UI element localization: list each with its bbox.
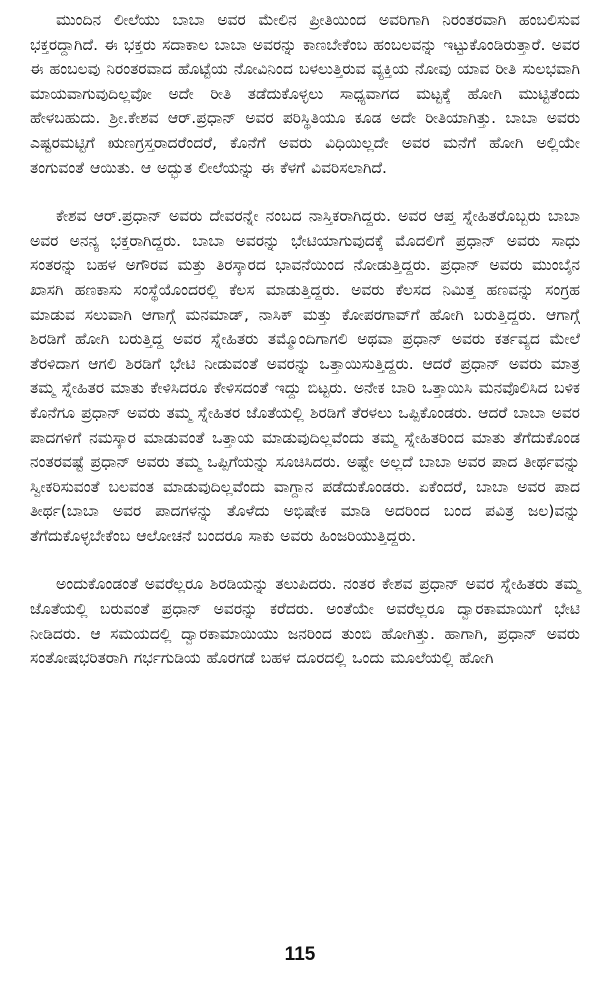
paragraph-1: ಮುಂದಿನ ಲೀಲೆಯು ಬಾಬಾ ಅವರ ಮೇಲಿನ ಪ್ರೀತಿಯಿಂದ ಅವರಿಗಾಗಿ ನಿರಂತರವಾಗಿ ಹಂಬಲಿಸುವ ಭಕ್ತರದ್ದಾಗಿದೆ. ಈ ಭಕ್ತರು ಸದಾಕಾಲ ಬಾಬಾ ಅವರನ್ನು ಕಾಣಬೇಕೆಂಬ ಹಂಬಲವನ್ನು ಇಟ್ಟುಕೊಂಡಿರುತ್ತಾರೆ. ಅವರ ಈ ಹಂಬಲವು ನಿರಂತರವಾದ ಹೊಟ್ಟೆಯ ನೋವಿನಿಂದ ಬಳಲುತ್ತಿರುವ ವ್ಯಕ್ತಿಯ ನೋವು ಯಾವ ರೀತಿ ಸುಲಭವಾಗಿ ಮಾಯವಾಗುವುದಿಲ್ಲವೋ ಅದೇ ರೀತಿ ತಡೆದುಕೊಳ್ಳಲು ಸಾಧ್ಯವಾಗದ ಮಟ್ಟಕ್ಕೆ ಹೋಗಿ ಮುಟ್ಟಿತೆಂದು ಹೇಳಬಹುದು. ಶ್ರೀ.ಕೇಶವ ಆರ್.ಪ್ರಧಾನ್ ಅವರ ಪರಿಸ್ಥಿತಿಯೂ ಕೂಡ ಅದೇ ರೀತಿಯಾಗಿತ್ತು. ಬಾಬಾ ಅವರು ಎಷ್ಟರಮಟ್ಟಿಗೆ ಋಣಗ್ರಸ್ತರಾದರೆಂದರೆ, ಕೊನೆಗೆ ಅವರು ವಿಧಿಯಿಲ್ಲದೇ ಅವರ ಮನೆಗೆ ಹೋಗಿ ಅಲ್ಲಿಯೇ ತಂಗುವಂತೆ ಆಯಿತು. ಆ ಅದ್ಭುತ ಲೀಲೆಯನ್ನು ಈ ಕೆಳಗೆ ವಿವರಿಸಲಾಗಿದೆ. (30, 11, 580, 177)
page-number: 115 (284, 944, 316, 965)
paragraph-3: ಅಂದುಕೊಂಡಂತೆ ಅವರೆಲ್ಲರೂ ಶಿರಡಿಯನ್ನು ತಲುಪಿದರು. ನಂತರ ಕೇಶವ ಪ್ರಧಾನ್ ಅವರ ಸ್ನೇಹಿತರು ತಮ್ಮ ಜೊತೆಯಲ್ಲಿ ಬರುವಂತೆ ಪ್ರಧಾನ್ ಅವರನ್ನು ಕರೆದರು. ಅಂತೆಯೇ ಅವರೆಲ್ಲರೂ ದ್ವಾರಕಾಮಾಯಿಗೆ ಭೇಟಿ ನೀಡಿದರು. ಆ ಸಮಯದಲ್ಲಿ ದ್ವಾರಕಾಮಾಯಿಯು ಜನರಿಂದ ತುಂಬಿ ಹೋಗಿತ್ತು. ಹಾಗಾಗಿ, ಪ್ರಧಾನ್ ಅವರು ಸಂತೋಷಭರಿತರಾಗಿ ಗರ್ಭಗುಡಿಯ ಹೊರಗಡೆ ಬಹಳ ದೂರದಲ್ಲಿ ಒಂದು ಮೂಲೆಯಲ್ಲಿ ಹೋಗಿ (30, 575, 580, 668)
paragraph-2: ಕೇಶವ ಆರ್.ಪ್ರಧಾನ್ ಅವರು ದೇವರನ್ನೇ ನಂಬದ ನಾಸ್ತಿಕರಾಗಿದ್ದರು. ಅವರ ಆಪ್ತ ಸ್ನೇಹಿತರೊಬ್ಬರು ಬಾಬಾ ಅವರ ಅನನ್ಯ ಭಕ್ತರಾಗಿದ್ದರು. ಬಾಬಾ ಅವರನ್ನು ಭೇಟಿಯಾಗುವುದಕ್ಕೆ ಮೊದಲಿಗೆ ಪ್ರಧಾನ್ ಅವರು ಸಾಧು ಸಂತರನ್ನು ಬಹಳ ಅಗೌರವ ಮತ್ತು ತಿರಸ್ಕಾರದ ಭಾವನೆಯಿಂದ ನೋಡುತ್ತಿದ್ದರು. ಪ್ರಧಾನ್ ಅವರು ಮುಂಬೈನ ಖಾಸಗಿ ಹಣಕಾಸು ಸಂಸ್ಥೆಯೊಂದರಲ್ಲಿ ಕೆಲಸ ಮಾಡುತ್ತಿದ್ದರು. ಅವರು ಕೆಲಸದ ನಿಮಿತ್ತ ಹಣವನ್ನು ಸಂಗ್ರಹ ಮಾಡುವ ಸಲುವಾಗಿ ಆಗಾಗ್ಗೆ ಮನಮಾಡ್, ನಾಸಿಕ್ ಮತ್ತು ಕೋಪರಗಾವ್‌ಗೆ ಹೋಗಿ ಬರುತ್ತಿದ್ದರು. ಆಗಾಗ್ಗೆ ಶಿರಡಿಗೆ ಹೋಗಿ ಬರುತ್ತಿದ್ದ ಅವರ ಸ್ನೇಹಿತರು ತಮ್ಮೊಂದಿಗಾಗಲಿ ಅಥವಾ ಪ್ರಧಾನ್ ಅವರು ಕರ್ತವ್ಯದ ಮೇಲೆ ತೆರಳಿದಾಗ ಆಗಲಿ ಶಿರಡಿಗೆ ಭೇಟಿ ನೀಡುವಂತೆ ಅವರನ್ನು ಒತ್ತಾಯಿಸುತ್ತಿದ್ದರು. ಆದರೆ ಪ್ರಧಾನ್ ಅವರು ಮಾತ್ರ ತಮ್ಮ ಸ್ನೇಹಿತರ ಮಾತು ಕೇಳಿಸಿದರೂ ಕೇಳಿಸದಂತೆ ಇದ್ದು ಬಿಟ್ಟರು. ಅನೇಕ ಬಾರಿ ಒತ್ತಾಯಿಸಿ ಮನವೊಲಿಸಿದ ಬಳಿಕ ಕೊನೆಗೂ ಪ್ರಧಾನ್ ಅವರು ತಮ್ಮ ಸ್ನೇಹಿತರ ಜೊತೆಯಲ್ಲಿ ಶಿರಡಿಗೆ ತೆರಳಲು ಒಪ್ಪಿಕೊಂಡರು. ಆದರೆ ಬಾಬಾ ಅವರ ಪಾದಗಳಿಗೆ ನಮಸ್ಕಾರ ಮಾಡುವಂತೆ ಒತ್ತಾಯ ಮಾಡುವುದಿಲ್ಲವೆಂದು ತಮ್ಮ ಸ್ನೇಹಿತರಿಂದ ಮಾತು ತೆಗೆದುಕೊಂಡ ನಂತರವಷ್ಟೆ ಪ್ರಧಾನ್ ಅವರು ತಮ್ಮ ಒಪ್ಪಿಗೆಯನ್ನು ಸೂಚಿಸಿದರು. ಅಷ್ಟೇ ಅಲ್ಲದೆ ಬಾಬಾ ಅವರ ಪಾದ ತೀರ್ಥವನ್ನು ಸ್ವೀಕರಿಸುವಂತೆ ಬಲವಂತ ಮಾಡುವುದಿಲ್ಲವೆಂದು ವಾಗ್ದಾನ ಪಡೆದುಕೊಂಡರು. ಏಕೆಂದರೆ, ಬಾಬಾ ಅವರ ಪಾದ ತೀರ್ಥ(ಬಾಬಾ ಅವರ ಪಾದಗಳನ್ನು ತೊಳೆದು ಅಭಿಷೇಕ ಮಾಡಿ ಅದರಿಂದ ಬಂದ ಪವಿತ್ರ ಜಲ)ವನ್ನು ತೆಗೆದುಕೊಳ್ಳಬೇಕೆಂಬ ಆಲೋಚನೆ ಬಂದರೂ ಸಾಕು ಅವರು ಹಿಂಜರಿಯುತ್ತಿದ್ದರು. (30, 207, 580, 545)
